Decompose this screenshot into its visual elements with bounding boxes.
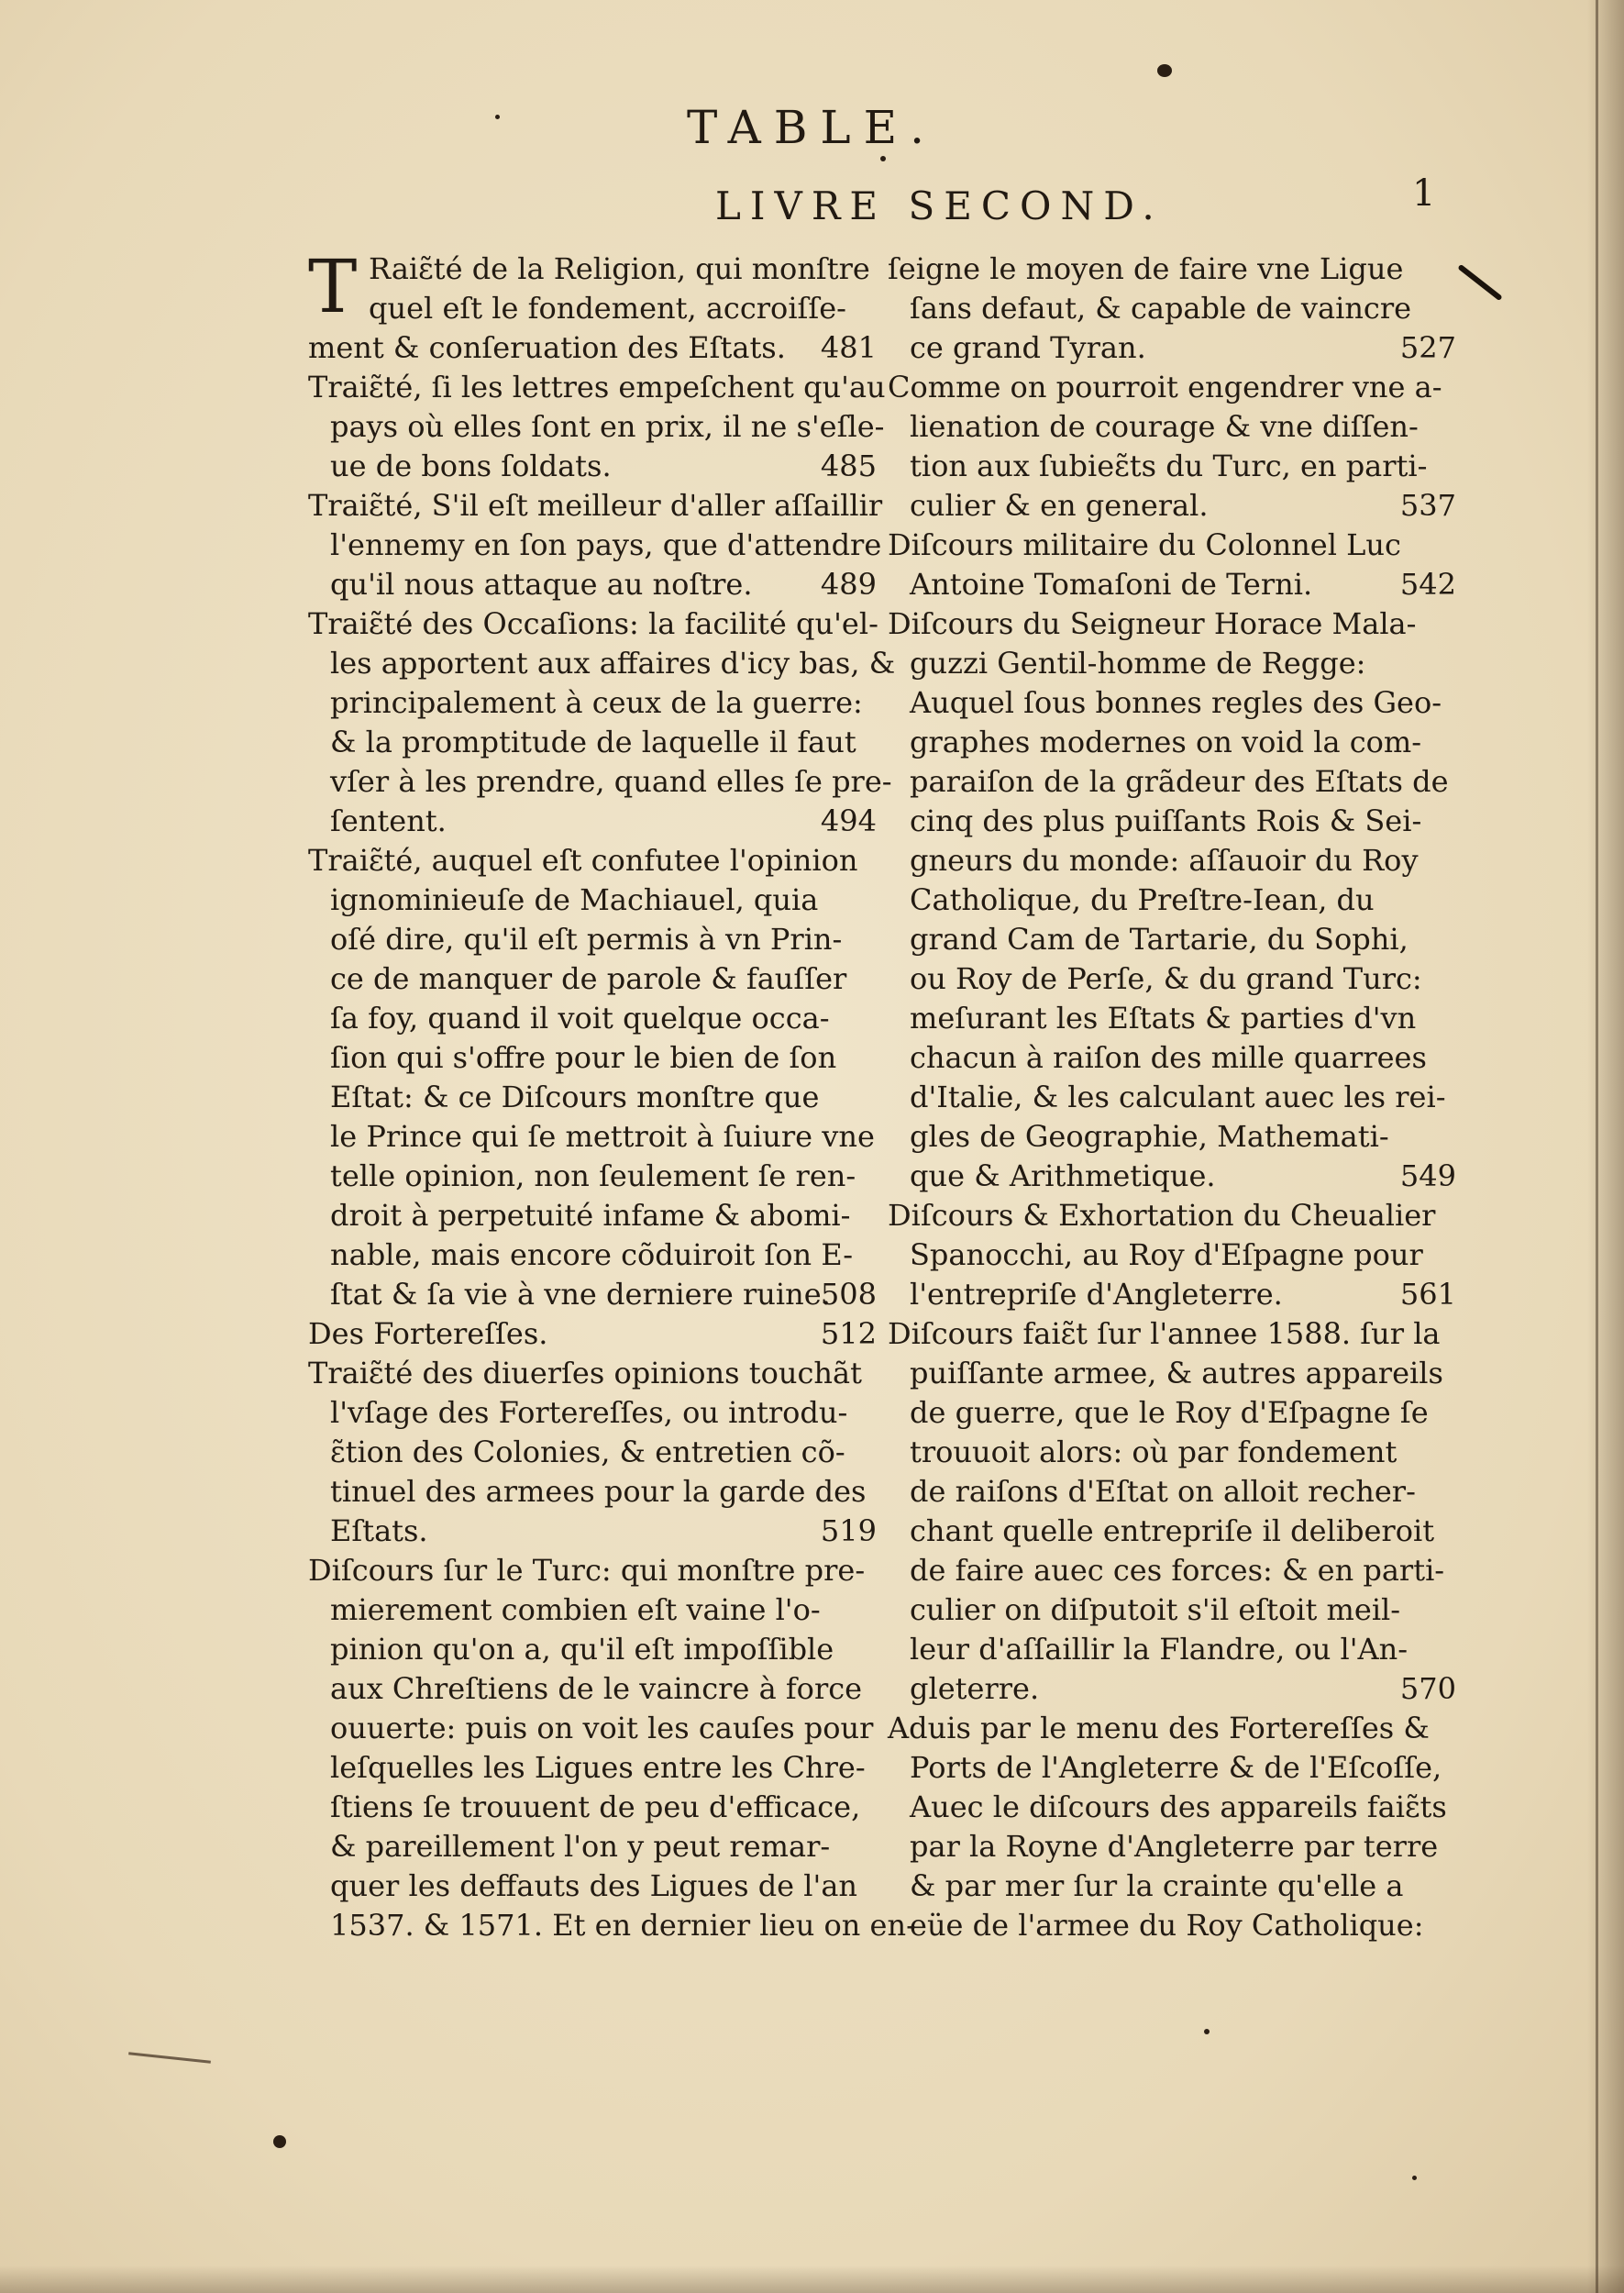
- entry-line: Diſcours ſur le Turc: qui monſtre pre-: [308, 1553, 866, 1588]
- ink-speck: [880, 156, 886, 161]
- entry-line: d'Italie, & les calculant auec les rei-: [910, 1080, 1446, 1114]
- entry-line: chant quelle entrepriſe il deliberoit: [910, 1513, 1435, 1548]
- toc-entry: [888, 1196, 1456, 1314]
- entry-line: ɛ̃tion des Colonies, & entretien cõ-: [330, 1435, 845, 1469]
- entry-line: guzzi Gentil-homme de Regge:: [910, 646, 1366, 681]
- entry-line: eüe de l'armee du Roy Catholique:: [910, 1908, 1424, 1943]
- running-title: TABLE.: [686, 101, 938, 154]
- ink-speck: [273, 2135, 286, 2148]
- entry-line: Eſtats.: [330, 1513, 428, 1548]
- toc-right-entries: [888, 249, 1456, 1945]
- entry-page-number: 570: [1399, 1671, 1456, 1706]
- entry-line: ſeigne le moyen de faire vne Ligue: [888, 251, 1404, 286]
- entry-page-number: 494: [820, 803, 877, 838]
- entry-page-number: 519: [820, 1513, 877, 1548]
- entry-line: ce de manquer de parole & fauſſer: [330, 961, 847, 996]
- entry-line: ment & conſeruation des Eſtats.: [308, 330, 786, 365]
- entry-line: leur d'aſſaillir la Flandre, ou l'An-: [910, 1632, 1409, 1667]
- entry-line: tinuel des armees pour la garde des: [330, 1474, 867, 1509]
- entry-page-number: 481: [820, 330, 877, 365]
- toc-left-column: [308, 244, 916, 1945]
- entry-page-number: 489: [820, 567, 877, 602]
- toc-entry: [308, 1354, 877, 1551]
- toc-entry: [888, 1709, 1456, 1945]
- entry-page-number: 549: [1399, 1158, 1456, 1193]
- entry-line: Traiɛ̃té des diuerſes opinions touchãt: [308, 1356, 862, 1390]
- entry-line: ſans defaut, & capable de vaincre: [910, 291, 1412, 326]
- toc-entry: [308, 604, 896, 841]
- entry-line: l'vſage des Fortereſſes, ou introdu-: [330, 1395, 848, 1430]
- entry-line: tion aux ſubieɛ̃ts du Turc, en parti-: [910, 449, 1428, 483]
- entry-line: aux Chreſtiens de le vaincre à force: [330, 1671, 863, 1706]
- entry-page-number: 537: [1399, 488, 1456, 523]
- entry-line: ſentent.: [330, 803, 447, 838]
- entry-line: & par mer ſur la crainte qu'elle a: [910, 1868, 1404, 1903]
- entry-line: telle opinion, non ſeulement ſe ren-: [330, 1158, 856, 1193]
- ink-speck: [1412, 2176, 1417, 2180]
- entry-line: l'ennemy en ſon pays, que d'attendre: [330, 527, 882, 562]
- entry-line: Traiɛ̃té des Occaſions: la facilité qu'el-: [308, 606, 878, 641]
- entry-line: Auec le diſcours des appareils faiɛ̃ts: [910, 1789, 1447, 1824]
- entry-line: Comme on pourroit engendrer vne a-: [888, 370, 1442, 404]
- entry-line: gles de Geographie, Mathemati-: [910, 1119, 1389, 1154]
- entry-line: Auquel ſous bonnes regles des Geo-: [910, 685, 1442, 720]
- entry-line: Ports de l'Angleterre & de l'Eſcoſſe,: [910, 1750, 1442, 1785]
- toc-entry: [308, 368, 886, 486]
- entry-line: Des Fortereſſes.: [308, 1316, 548, 1351]
- entry-line: gneurs du monde: aſſauoir du Roy: [910, 843, 1419, 878]
- entry-line: l'entrepriſe d'Angleterre.: [910, 1277, 1283, 1312]
- entry-line: Diſcours militaire du Colonnel Luc: [888, 527, 1401, 562]
- toc-entry: [888, 604, 1456, 1196]
- ink-speck: [1157, 64, 1172, 77]
- entry-line: ignominieuſe de Machiauel, quia: [330, 882, 819, 917]
- page-bottom-shadow: [0, 2265, 1624, 2293]
- entry-line: ouuerte: puis on voit les cauſes pour: [330, 1711, 874, 1745]
- entry-line: meſurant les Eſtats & parties d'vn: [910, 1001, 1417, 1036]
- page-mark: 1: [1412, 172, 1436, 215]
- page-edge-shadow: [1587, 0, 1624, 2293]
- entry-line: vſer à les prendre, quand elles ſe pre-: [330, 764, 892, 799]
- entry-line: Traiɛ̃té, S'il eſt meilleur d'aller aſſaillir: [308, 488, 883, 523]
- entry-line: grand Cam de Tartarie, du Sophi,: [910, 922, 1409, 957]
- entry-line: droit à perpetuité infame & abomi-: [330, 1198, 851, 1233]
- entry-line: Aduis par le menu des Fortereſſes &: [888, 1711, 1430, 1745]
- entry-line: graphes modernes on void la com-: [910, 725, 1422, 759]
- book-heading: LIVRE SECOND.: [715, 183, 1164, 228]
- entry-line: mierement combien eſt vaine l'o-: [330, 1592, 821, 1627]
- toc-right-column: [888, 249, 1456, 1945]
- entry-line: cinq des plus puiſſants Rois & Sei-: [910, 803, 1422, 838]
- entry-line: & pareillement l'on y peut remar-: [330, 1829, 831, 1864]
- entry-line: qu'il nous attaque au noſtre.: [330, 567, 753, 602]
- entry-line: trouuoit alors: où par fondement: [910, 1435, 1398, 1469]
- toc-entry: [888, 526, 1456, 604]
- entry-line: Diſcours & Exhortation du Cheualier: [888, 1198, 1436, 1233]
- entry-line: ou Roy de Perſe, & du grand Turc:: [910, 961, 1422, 996]
- page-edge-line: [1596, 0, 1598, 2293]
- entry-page-number: 561: [1399, 1277, 1456, 1312]
- entry-line: Diſcours du Seigneur Horace Mala-: [888, 606, 1417, 641]
- entry-line: ſtat & ſa vie à vne derniere ruine.: [330, 1277, 831, 1312]
- entry-line: pays où elles ſont en prix, il ne s'eſle-: [330, 409, 885, 444]
- entry-line: de guerre, que le Roy d'Eſpagne ſe: [910, 1395, 1429, 1430]
- entry-line: principalement à ceux de la guerre:: [330, 685, 863, 720]
- drop-cap: T: [308, 244, 358, 329]
- entry-line: le Prince qui ſe mettroit à ſuiure vne: [330, 1119, 875, 1154]
- toc-entry: [888, 368, 1456, 526]
- entry-line: Antoine Tomaſoni de Terni.: [910, 567, 1313, 602]
- toc-entry: [888, 1314, 1456, 1709]
- entry-line: chacun à raiſon des mille quarrees: [910, 1040, 1427, 1075]
- entry-line: culier & en general.: [910, 488, 1209, 523]
- entry-line: ſa foy, quand il voit quelque occa-: [330, 1001, 830, 1036]
- entry-line: Diſcours faiɛ̃t ſur l'annee 1588. ſur la: [888, 1316, 1441, 1351]
- toc-entry: [308, 486, 883, 604]
- entry-line: & la promptitude de laquelle il faut: [330, 725, 856, 759]
- entry-line: leſquelles les Ligues entre les Chre-: [330, 1750, 866, 1785]
- entry-page-number: 527: [1399, 330, 1456, 365]
- entry-page-number: 508: [820, 1277, 877, 1312]
- margin-scribble: [128, 2052, 211, 2063]
- entry-line: ue de bons ſoldats.: [330, 449, 612, 483]
- entry-line: les apportent aux affaires d'icy bas, &: [330, 646, 896, 681]
- ink-stroke-mark: [1457, 264, 1502, 301]
- ink-speck: [495, 115, 500, 119]
- entry-line: Eſtat: & ce Diſcours monſtre que: [330, 1080, 820, 1114]
- entry-line: ce grand Tyran.: [910, 330, 1146, 365]
- entry-line: Catholique, du Preſtre-Iean, du: [910, 882, 1375, 917]
- entry-line: Raiɛ̃té de la Religion, qui monſtre: [369, 251, 870, 286]
- entry-line: 1537. & 1571. Et en dernier lieu on en-: [330, 1908, 916, 1943]
- entry-line: quel eſt le fondement, accroiſſe-: [369, 291, 846, 326]
- entry-line: de raiſons d'Eſtat on alloit recher-: [910, 1474, 1416, 1509]
- entry-line: quer les deffauts des Ligues de l'an: [330, 1868, 857, 1903]
- entry-line: paraiſon de la grãdeur des Eſtats de: [910, 764, 1449, 799]
- entry-line: ſtiens ſe trouuent de peu d'efficace,: [330, 1789, 861, 1824]
- entry-line: Traiɛ̃té, auquel eſt confutee l'opinion: [308, 843, 858, 878]
- entry-line: Spanocchi, au Roy d'Eſpagne pour: [910, 1237, 1423, 1272]
- toc-entry: [308, 841, 877, 1314]
- entry-line: par la Royne d'Angleterre par terre: [910, 1829, 1439, 1864]
- entry-line: gleterre.: [910, 1671, 1040, 1706]
- entry-line: nable, mais encore cõduiroit ſon E-: [330, 1237, 854, 1272]
- entry-line: puiſſante armee, & autres appareils: [910, 1356, 1443, 1390]
- ink-speck: [1204, 2029, 1210, 2034]
- toc-entry: [308, 1314, 877, 1354]
- entry-line: lienation de courage & vne diſſen-: [910, 409, 1419, 444]
- entry-line: ſion qui s'offre pour le bien de ſon: [330, 1040, 837, 1075]
- entry-line: de faire auec ces forces: & en parti-: [910, 1553, 1445, 1588]
- entry-line: oſé dire, qu'il eſt permis à vn Prin-: [330, 922, 843, 957]
- toc-entry: [308, 1551, 916, 1945]
- entry-page-number: 485: [820, 449, 877, 483]
- toc-entry: [888, 249, 1456, 368]
- entry-line: pinion qu'on a, qu'il eſt impoſſible: [330, 1632, 834, 1667]
- entry-line: que & Arithmetique.: [910, 1158, 1216, 1193]
- entry-page-number: 512: [820, 1316, 877, 1351]
- entry-line: Traiɛ̃té, ſi les lettres empeſchent qu'au: [308, 370, 886, 404]
- toc-left-entries: [308, 368, 916, 1945]
- entry-page-number: 542: [1399, 567, 1456, 602]
- entry-line: culier on diſputoit s'il eſtoit meil-: [910, 1592, 1401, 1627]
- toc-entry: [308, 244, 877, 368]
